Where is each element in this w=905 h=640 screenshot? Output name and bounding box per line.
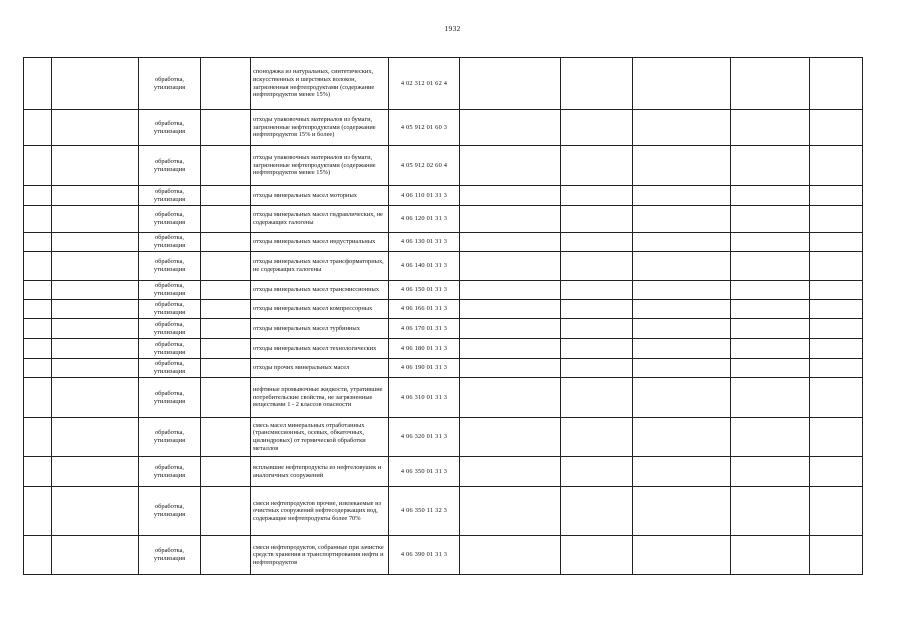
cell-empty [460, 487, 561, 536]
cell-empty [460, 58, 561, 110]
cell-object [52, 319, 139, 339]
cell-empty [460, 339, 561, 359]
cell-fkko-code: 4 06 166 01 31 3 [389, 300, 460, 319]
cell-empty [460, 281, 561, 300]
cell-number [24, 186, 52, 206]
cell-fkko-code: 4 06 180 01 31 3 [389, 339, 460, 359]
cell-operation: обработка, утилизация [139, 252, 201, 281]
cell-empty [731, 536, 810, 575]
cell-empty [731, 418, 810, 457]
cell-waste-name: отходы прочих минеральных масел [251, 359, 389, 378]
cell-empty [810, 58, 863, 110]
cell-waste-name: смеси нефтепродуктов прочие, извлекаемые из очистных сооружений нефтесодержащих вод, содержащие нефтепродукты более 70% [251, 487, 389, 536]
cell-object [52, 58, 139, 110]
cell-number [24, 378, 52, 418]
cell-empty [731, 233, 810, 252]
cell-empty [460, 319, 561, 339]
cell-object [52, 186, 139, 206]
cell-blank [201, 319, 251, 339]
cell-blank [201, 418, 251, 457]
cell-empty [810, 319, 863, 339]
table-row [24, 146, 863, 186]
cell-object [52, 252, 139, 281]
cell-empty [561, 206, 633, 233]
cell-empty [731, 206, 810, 233]
cell-empty [810, 281, 863, 300]
waste-table [23, 57, 863, 575]
cell-object [52, 206, 139, 233]
cell-empty [731, 186, 810, 206]
cell-waste-name: отходы упаковочных материалов из бумаги, загрязненные нефтепродуктами (содержание нефтепродуктов менее 15%) [251, 146, 389, 186]
cell-object [52, 233, 139, 252]
cell-empty [460, 206, 561, 233]
cell-waste-name: отходы минеральных масел турбинных [251, 319, 389, 339]
cell-empty [810, 378, 863, 418]
cell-empty [633, 418, 731, 457]
cell-object [52, 359, 139, 378]
cell-empty [561, 319, 633, 339]
cell-waste-name: отходы минеральных масел гидравлических, не содержащих галогены [251, 206, 389, 233]
table-row [24, 457, 863, 487]
table-row [24, 378, 863, 418]
cell-empty [731, 281, 810, 300]
cell-fkko-code: 4 06 320 01 31 3 [389, 418, 460, 457]
cell-operation: обработка, утилизация [139, 418, 201, 457]
cell-operation: обработка, утилизация [139, 359, 201, 378]
cell-fkko-code: 4 06 130 01 31 3 [389, 233, 460, 252]
cell-empty [810, 252, 863, 281]
cell-empty [561, 146, 633, 186]
cell-fkko-code: 4 05 912 01 60 3 [389, 110, 460, 146]
cell-object [52, 536, 139, 575]
cell-empty [810, 359, 863, 378]
cell-blank [201, 58, 251, 110]
cell-empty [460, 418, 561, 457]
cell-empty [561, 233, 633, 252]
table-row [24, 359, 863, 378]
cell-blank [201, 536, 251, 575]
cell-waste-name: отходы минеральных масел моторных [251, 186, 389, 206]
cell-waste-name: смеси нефтепродуктов, собранные при зачистке средств хранения и транспортирования нефти и нефтепродуктов [251, 536, 389, 575]
cell-number [24, 487, 52, 536]
cell-operation: обработка, утилизация [139, 487, 201, 536]
cell-empty [810, 536, 863, 575]
cell-number [24, 281, 52, 300]
cell-object [52, 281, 139, 300]
cell-waste-name: отходы минеральных масел трансформаторных, не содержащих галогены [251, 252, 389, 281]
table-row [24, 110, 863, 146]
cell-empty [633, 233, 731, 252]
cell-blank [201, 487, 251, 536]
table-row [24, 339, 863, 359]
table-row [24, 319, 863, 339]
cell-empty [633, 339, 731, 359]
cell-operation: обработка, утилизация [139, 281, 201, 300]
table-row [24, 487, 863, 536]
cell-empty [810, 487, 863, 536]
table-row [24, 206, 863, 233]
cell-empty [561, 186, 633, 206]
cell-empty [633, 378, 731, 418]
page-number: 1932 [444, 24, 461, 33]
cell-empty [731, 319, 810, 339]
cell-empty [731, 58, 810, 110]
cell-empty [633, 206, 731, 233]
cell-operation: обработка, утилизация [139, 58, 201, 110]
cell-blank [201, 281, 251, 300]
cell-fkko-code: 4 06 390 01 31 3 [389, 536, 460, 575]
cell-empty [460, 378, 561, 418]
cell-empty [460, 457, 561, 487]
cell-operation: обработка, утилизация [139, 319, 201, 339]
cell-empty [810, 233, 863, 252]
cell-empty [561, 487, 633, 536]
table-row [24, 300, 863, 319]
cell-empty [731, 359, 810, 378]
cell-empty [731, 339, 810, 359]
cell-empty [810, 110, 863, 146]
cell-operation: обработка, утилизация [139, 146, 201, 186]
cell-object [52, 110, 139, 146]
cell-blank [201, 186, 251, 206]
cell-operation: обработка, утилизация [139, 339, 201, 359]
table-row [24, 233, 863, 252]
cell-empty [460, 146, 561, 186]
cell-object [52, 378, 139, 418]
cell-number [24, 359, 52, 378]
cell-waste-name: отходы минеральных масел компрессорных [251, 300, 389, 319]
cell-empty [633, 186, 731, 206]
cell-operation: обработка, утилизация [139, 536, 201, 575]
cell-empty [561, 339, 633, 359]
cell-empty [810, 457, 863, 487]
cell-empty [810, 206, 863, 233]
cell-empty [460, 233, 561, 252]
cell-blank [201, 252, 251, 281]
cell-object [52, 457, 139, 487]
cell-blank [201, 233, 251, 252]
cell-waste-name: нефтяные промывочные жидкости, утратившие потребительские свойства, не загрязненные веществами 1 - 2 классов опасности [251, 378, 389, 418]
cell-object [52, 339, 139, 359]
cell-blank [201, 457, 251, 487]
cell-operation: обработка, утилизация [139, 300, 201, 319]
cell-empty [561, 110, 633, 146]
cell-empty [460, 536, 561, 575]
cell-number [24, 233, 52, 252]
cell-fkko-code: 4 06 150 01 31 3 [389, 281, 460, 300]
cell-empty [810, 146, 863, 186]
cell-empty [633, 319, 731, 339]
cell-number [24, 58, 52, 110]
cell-empty [633, 58, 731, 110]
cell-number [24, 146, 52, 186]
cell-empty [633, 487, 731, 536]
cell-empty [731, 110, 810, 146]
table-row [24, 418, 863, 457]
cell-operation: обработка, утилизация [139, 110, 201, 146]
cell-waste-name: всплывшие нефтепродукты из нефтеловушек и аналогичных сооружений [251, 457, 389, 487]
cell-waste-name: отходы минеральных масел технологических [251, 339, 389, 359]
cell-empty [633, 359, 731, 378]
cell-empty [810, 418, 863, 457]
cell-empty [810, 339, 863, 359]
cell-fkko-code: 4 06 140 01 31 3 [389, 252, 460, 281]
cell-waste-name: споноджжа из натуральных, синтетических, искусственных и шерстяных волокон, загрязненная нефтепродуктами (содержание нефтепродуктов менее 15%) [251, 58, 389, 110]
cell-blank [201, 339, 251, 359]
cell-blank [201, 359, 251, 378]
cell-empty [561, 378, 633, 418]
cell-empty [460, 252, 561, 281]
cell-blank [201, 146, 251, 186]
cell-blank [201, 378, 251, 418]
cell-operation: обработка, утилизация [139, 457, 201, 487]
cell-waste-name: отходы минеральных масел индустриальных [251, 233, 389, 252]
cell-object [52, 300, 139, 319]
cell-empty [633, 281, 731, 300]
cell-number [24, 319, 52, 339]
cell-fkko-code: 4 06 190 01 31 3 [389, 359, 460, 378]
cell-number [24, 206, 52, 233]
cell-waste-name: отходы упаковочных материалов из бумаги, загрязненные нефтепродуктами (содержание нефтепродуктов 15% и более) [251, 110, 389, 146]
cell-blank [201, 110, 251, 146]
cell-number [24, 110, 52, 146]
cell-empty [810, 186, 863, 206]
cell-waste-name: смесь масел минеральных отработанных (трансмиссионных, осевых, обкаточных, цилиндровых) от термической обработки металлов [251, 418, 389, 457]
cell-fkko-code: 4 02 312 01 62 4 [389, 58, 460, 110]
cell-empty [561, 359, 633, 378]
cell-fkko-code: 4 06 170 01 31 3 [389, 319, 460, 339]
table-row [24, 252, 863, 281]
cell-fkko-code: 4 06 120 01 31 3 [389, 206, 460, 233]
table-row [24, 536, 863, 575]
cell-fkko-code: 4 06 310 01 31 3 [389, 378, 460, 418]
cell-operation: обработка, утилизация [139, 186, 201, 206]
cell-empty [460, 110, 561, 146]
cell-number [24, 252, 52, 281]
table-row [24, 281, 863, 300]
cell-fkko-code: 4 06 350 01 31 3 [389, 457, 460, 487]
cell-empty [731, 378, 810, 418]
cell-empty [561, 252, 633, 281]
cell-number [24, 339, 52, 359]
cell-empty [561, 457, 633, 487]
cell-waste-name: отходы минеральных масел трансмиссионных [251, 281, 389, 300]
cell-empty [633, 536, 731, 575]
cell-empty [561, 418, 633, 457]
cell-empty [561, 281, 633, 300]
cell-fkko-code: 4 05 912 02 60 4 [389, 146, 460, 186]
cell-empty [633, 146, 731, 186]
cell-object [52, 146, 139, 186]
cell-empty [561, 536, 633, 575]
cell-blank [201, 206, 251, 233]
cell-empty [633, 252, 731, 281]
cell-operation: обработка, утилизация [139, 233, 201, 252]
cell-empty [731, 487, 810, 536]
table-row [24, 186, 863, 206]
table-row [24, 58, 863, 110]
cell-empty [460, 359, 561, 378]
cell-operation: обработка, утилизация [139, 378, 201, 418]
cell-number [24, 418, 52, 457]
cell-empty [460, 186, 561, 206]
cell-empty [731, 457, 810, 487]
cell-number [24, 300, 52, 319]
cell-empty [561, 58, 633, 110]
cell-empty [731, 146, 810, 186]
cell-fkko-code: 4 06 110 01 31 3 [389, 186, 460, 206]
cell-empty [460, 300, 561, 319]
cell-object [52, 418, 139, 457]
cell-empty [633, 110, 731, 146]
cell-empty [561, 300, 633, 319]
cell-empty [731, 252, 810, 281]
cell-empty [633, 457, 731, 487]
cell-object [52, 487, 139, 536]
cell-operation: обработка, утилизация [139, 206, 201, 233]
cell-empty [633, 300, 731, 319]
cell-blank [201, 300, 251, 319]
cell-empty [810, 300, 863, 319]
cell-fkko-code: 4 06 350 11 32 3 [389, 487, 460, 536]
cell-number [24, 457, 52, 487]
cell-empty [731, 300, 810, 319]
cell-number [24, 536, 52, 575]
